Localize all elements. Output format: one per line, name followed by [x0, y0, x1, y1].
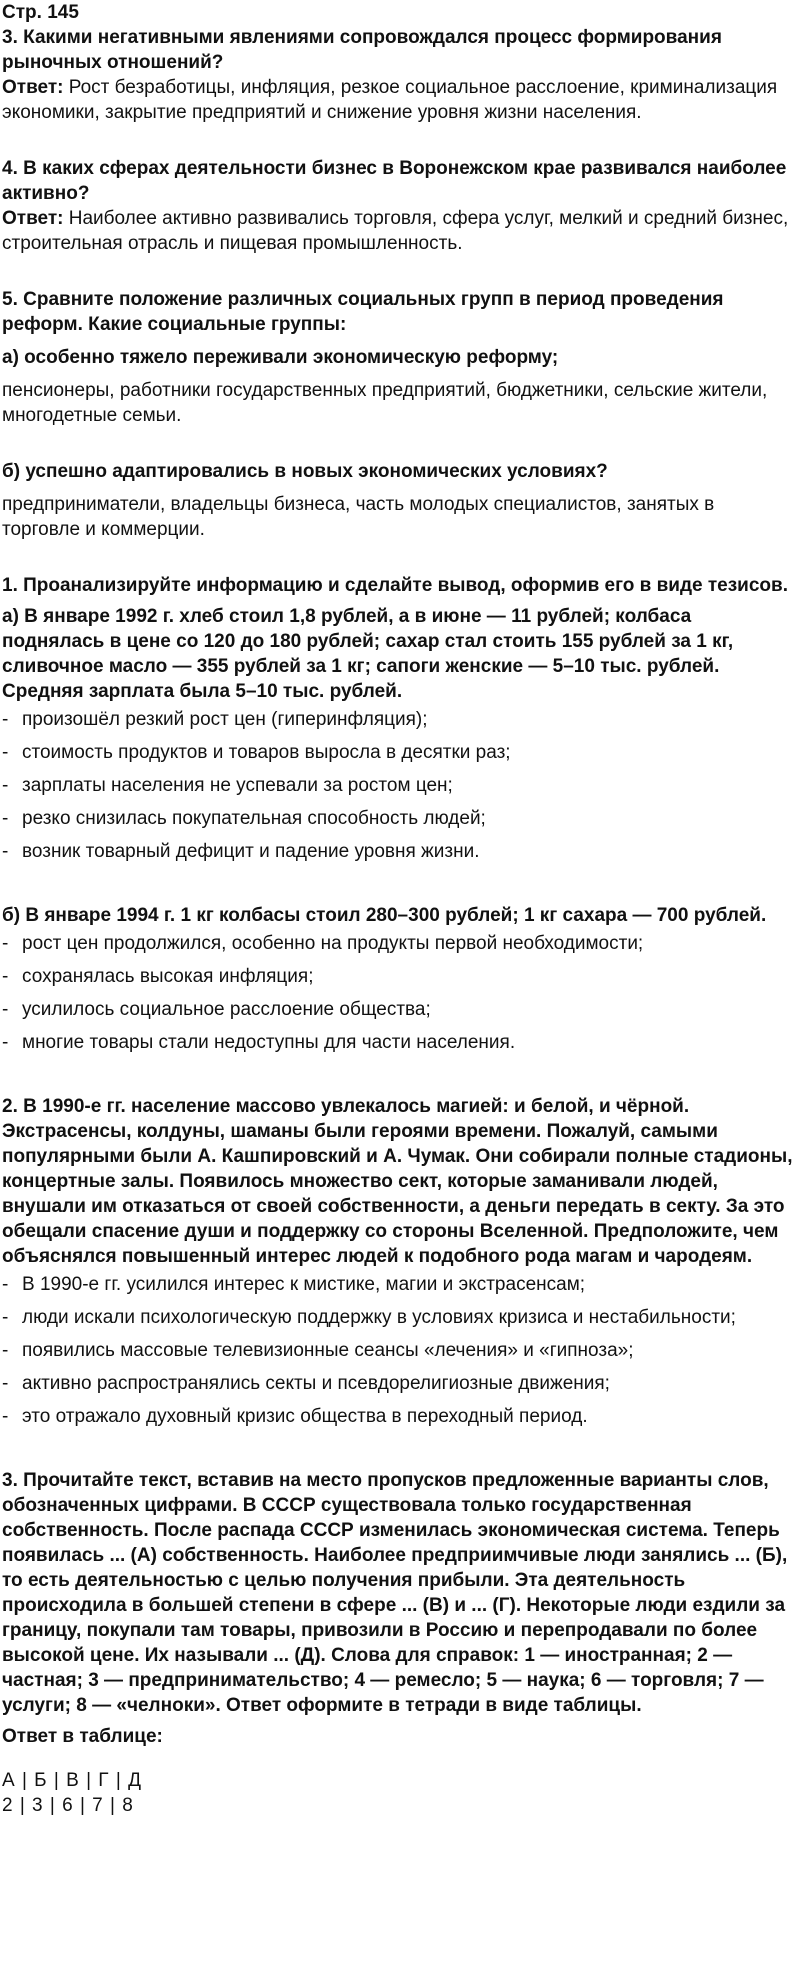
subquestion-heading: б) В январе 1994 г. 1 кг колбасы стоил 280–300 рублей; 1 кг сахара — 700 рублей. [2, 905, 767, 926]
thesis-list [2, 931, 796, 1055]
list-item: - появились массовые телевизионные сеансы «лечения» и «гипноза»; [2, 1340, 634, 1361]
question-heading: 3. Какими негативными явлениями сопровождался процесс формирования рыночных отношений? [2, 27, 722, 73]
answer-text: Наиболее активно развивались торговля, сфера услуг, мелкий и средний бизнес, строительная отрасль и пищевая промышленность. [2, 208, 789, 254]
task-heading: 3. Прочитайте текст, вставив на место пропусков предложенные варианты слов, обозначенных цифрами. В СССР существовала только государственная собственность. После распада СССР изменилась экономическая система. Теперь появилась ... (А) собственность. Наиболее предприимчивые люди занялись ... (Б), то есть деятельностью с целью получения прибыли. Эта деятельность происходила в большей степени в сфере ... (В) и ... (Г). Некоторые люди ездили за границу, покупали там товары, привозили в Россию и перепродавали по более высокой цене. Их называли ... (Д). Слова для справок: 1 — иностранная; 2 — частная; 3 — предпринимательство; 4 — ремесло; 5 — наука; 6 — торговля; 7 — услуги; 8 — «челноки». Ответ оформите в тетради в виде таблицы. [2, 1470, 788, 1716]
subquestion-heading: а) особенно тяжело переживали экономическую реформу; [2, 347, 559, 368]
question-heading: 4. В каких сферах деятельности бизнес в Воронежском крае развивался наиболее активно? [2, 158, 787, 204]
task-heading: 1. Проанализируйте информацию и сделайте вывод, оформив его в виде тезисов. [2, 575, 788, 596]
question-heading: 5. Сравните положение различных социальных групп в период проведения реформ. Какие социальные группы: [2, 289, 724, 335]
list-item: - В 1990-е гг. усилился интерес к мистике, магии и экстрасенсам; [2, 1274, 586, 1295]
list-item: - зарплаты населения не успевали за ростом цен; [2, 775, 453, 796]
answer-table-value-row: 2 | 3 | 6 | 7 | 8 [2, 1795, 134, 1816]
list-item: - активно распространялись секты и псевдорелигиозные движения; [2, 1373, 610, 1394]
list-item: - резко снизилась покупательная способность людей; [2, 808, 486, 829]
list-item: - сохранялась высокая инфляция; [2, 966, 314, 987]
task-heading: 2. В 1990-е гг. население массово увлекалось магией: и белой, и чёрной. Экстрасенсы, колдуны, шаманы были героями времени. Пожалуй, самыми популярными были А. Кашпировский и А. Чумак. Они собирали полные стадионы, концертные залы. Появилось множество сект, которые заманивали людей, внушали им отказаться от своей собственности, а деньги передать в секту. За это обещали спасение души и поддержку со стороны Вселенной. Предположите, чем объяснялся повышенный интерес людей к подобного рода магам и чародеям. [2, 1096, 793, 1267]
answer-paragraph [2, 206, 796, 256]
answer-text: пенсионеры, работники государственных предприятий, бюджетники, сельские жители, многодетные семьи. [2, 380, 768, 426]
answer-paragraph [2, 75, 796, 125]
list-item: - это отражало духовный кризис общества в переходный период. [2, 1406, 588, 1427]
answer-text: предприниматели, владельцы бизнеса, часть молодых специалистов, занятых в торговле и коммерции. [2, 494, 715, 540]
page-label: Стр. 145 [2, 2, 79, 23]
list-item: - рост цен продолжился, особенно на продукты первой необходимости; [2, 933, 644, 954]
list-item: - возник товарный дефицит и падение уровня жизни. [2, 841, 480, 862]
list-item: - многие товары стали недоступны для части населения. [2, 1032, 516, 1053]
answer-label: Ответ: [2, 77, 64, 98]
answer-table-header-row: А | Б | В | Г | Д [2, 1770, 142, 1791]
answer-table-title: Ответ в таблице: [2, 1726, 163, 1747]
list-item: - люди искали психологическую поддержку в условиях кризиса и нестабильности; [2, 1307, 736, 1328]
thesis-list [2, 707, 796, 864]
thesis-list [2, 1272, 796, 1429]
subquestion-heading: б) успешно адаптировались в новых экономических условиях? [2, 461, 608, 482]
list-item: - усилилось социальное расслоение общества; [2, 999, 431, 1020]
subquestion-heading: а) В январе 1992 г. хлеб стоил 1,8 рублей, а в июне — 11 рублей; колбаса поднялась в цене со 120 до 180 рублей; сахар стал стоить 155 рублей за 1 кг, сливочное масло — 355 рублей за 1 кг; сапоги женские — 5–10 тыс. рублей. Средняя зарплата была 5–10 тыс. рублей. [2, 606, 734, 702]
list-item: - стоимость продуктов и товаров выросла в десятки раз; [2, 742, 511, 763]
answer-text: Рост безработицы, инфляция, резкое социальное расслоение, криминализация экономики, закрытие предприятий и снижение уровня жизни населения. [2, 77, 778, 123]
list-item: - произошёл резкий рост цен (гиперинфляция); [2, 709, 428, 730]
answer-label: Ответ: [2, 208, 64, 229]
